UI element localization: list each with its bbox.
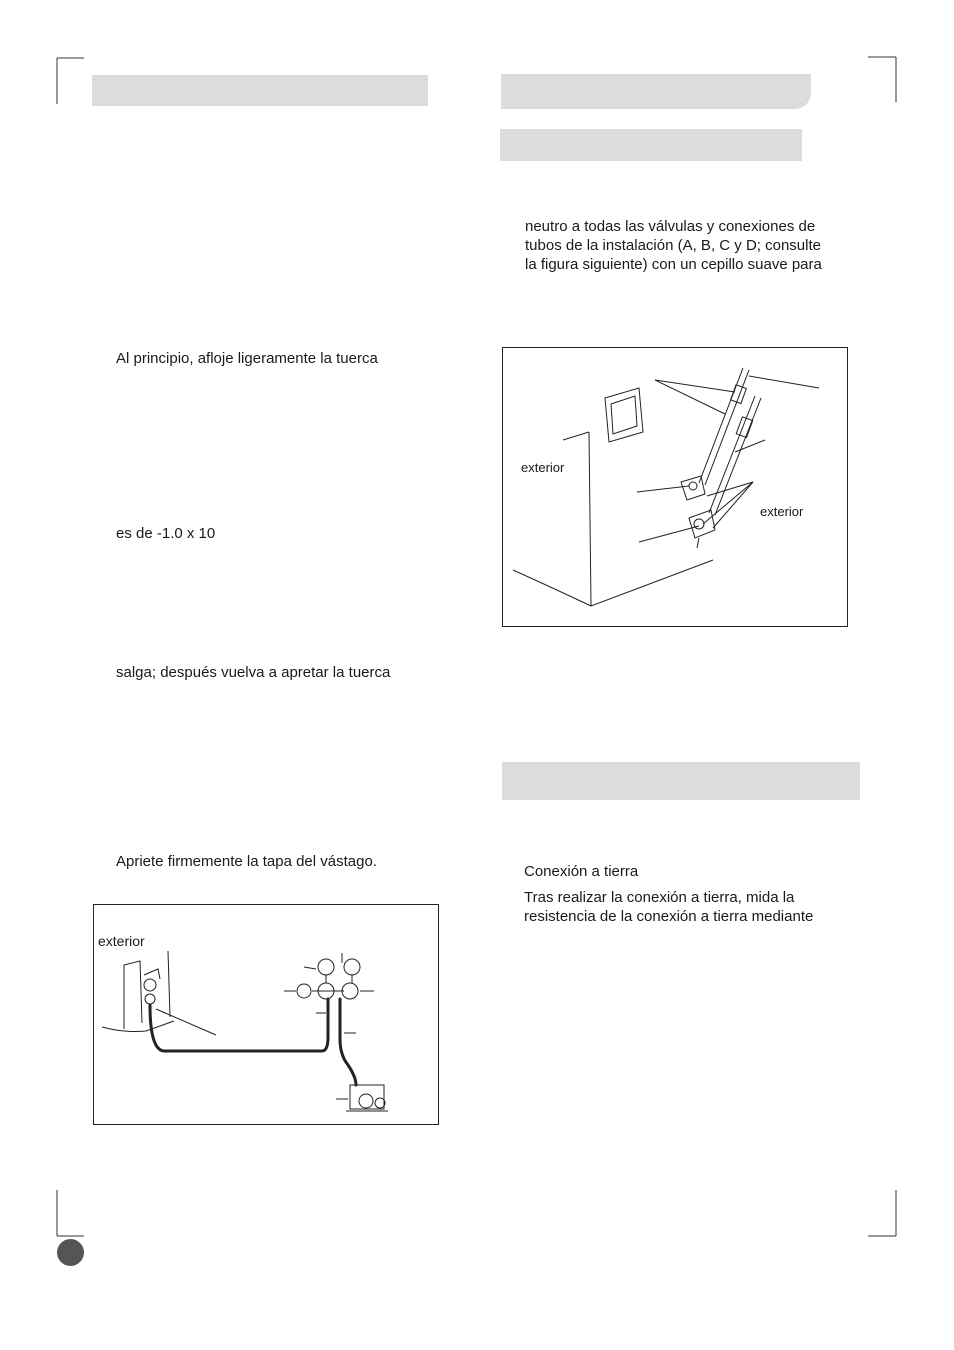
left-para-2: es de -1.0 x 10 [116, 525, 216, 542]
right-header-bar [501, 74, 811, 109]
ground-title: Conexión a tierra [524, 863, 639, 880]
right-para-line-2: tubos de la instalación (A, B, C y D; consulte [525, 237, 821, 254]
vacuum-figure-label: exterior [98, 933, 145, 949]
left-header-bar [92, 75, 428, 106]
pipe-figure-label-1: exterior [521, 460, 565, 475]
right-subheader-bar [500, 129, 802, 161]
vacuum-setup-figure [93, 904, 439, 1125]
page-number-dot [57, 1239, 84, 1266]
left-para-4: Apriete firmemente la tapa del vástago. [116, 853, 377, 870]
pipe-figure-label-2: exterior [760, 504, 804, 519]
right-section-bar [502, 762, 860, 800]
right-para-line-3: la figura siguiente) con un cepillo suave para [525, 256, 822, 273]
right-para-line-1: neutro a todas las válvulas y conexiones de [525, 218, 816, 235]
pipe-connection-drawing [503, 348, 847, 626]
pipe-connection-figure [502, 347, 848, 627]
left-para-1: Al principio, afloje ligeramente la tuerca [116, 350, 378, 367]
ground-line-1: Tras realizar la conexión a tierra, mida la [524, 889, 795, 906]
vacuum-setup-drawing [94, 905, 438, 1124]
ground-line-2: resistencia de la conexión a tierra mediante [524, 908, 814, 925]
left-para-3: salga; después vuelva a apretar la tuerca [116, 664, 391, 681]
